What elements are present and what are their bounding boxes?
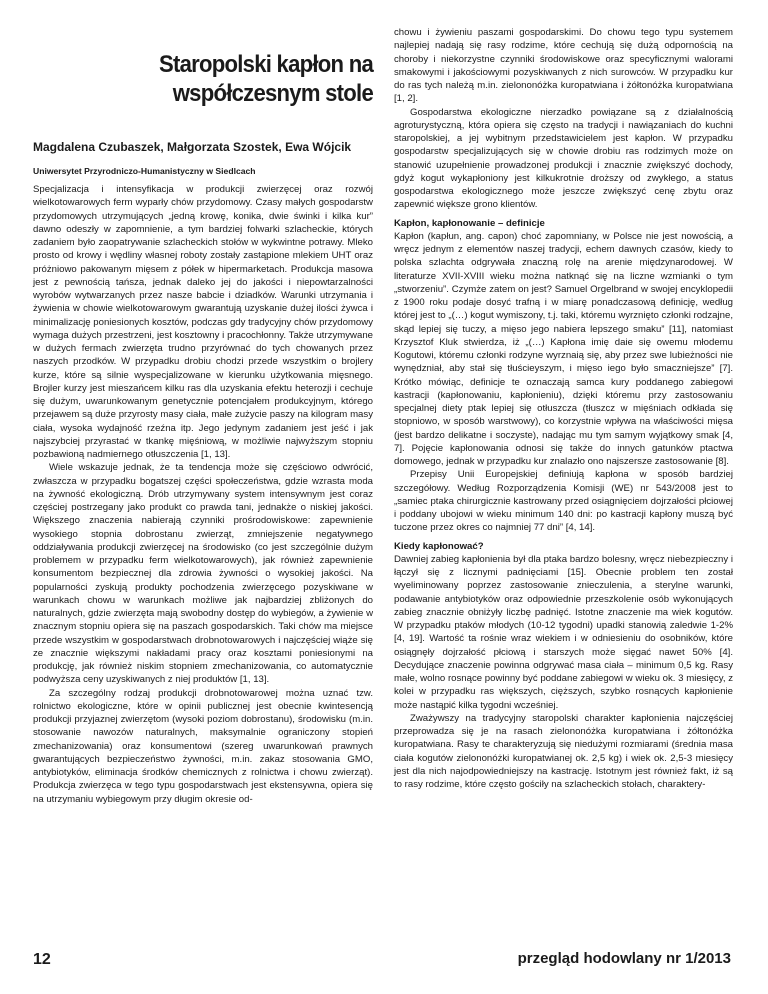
section-heading: Kapłon, kapłonowanie – definicje <box>394 217 545 229</box>
article-title <box>115 50 373 108</box>
authors: Magdalena Czubaszek, Małgorzata Szostek, Ewa Wójcik <box>33 140 352 154</box>
paragraph: Dawniej zabieg kapłonienia był dla ptaka bardzo bolesny, wręcz niebezpieczny i łączył się z licznymi padnięciami [15]. Obecnie problem ten został wyeliminowany poprzez zastosowanie znieczulenia, a sterylne warunki, podawanie antybiotyków oraz odpowiednie przeszkolenie osób wykonujących zabieg znacznie obniżyły liczbę padnięć. Istotne znaczenie ma wiek kogutów. W przypadku ptaków młodych (10-12 tygodni) upadki stanowią zaledwie 1-2% [4, 19]. Wartość ta rośnie wraz wiekiem i w odniesieniu do osobników, które osiągnęły dojrzałość płciową i starszych może sięgać nawet 50% [4]. Decydujące znaczenie powinna odgrywać masa ciała – minimum 0,5 kg. Rasy małe, wolno rosnące powinny być poddane zabiegowi w wieku ok. 3 miesięcy, z kolei w przypadku ras większych, cięższych, szybko rosnących kapłonienie może nastąpić kilka tygodni wcześniej. <box>394 553 733 711</box>
paragraph: Za szczególny rodzaj produkcji drobnotowarowej można uznać tzw. rolnictwo ekologiczne, które w opinii publicznej jest obecnie kwintesencją produkcji przyjaznej zwierzętom (wysoki poziom dobrostanu), środowisku (m.in. stosowanie nawozów naturalnych, maksymalnie ograniczony stopień zmechanizowania) oraz konsumentowi (szereg uwarunkowań prawnych gwarantujących bezpieczeństwo żywności, m.in. zakaz stosowania GMO, antybiotyków, eliminacja środków chemicznych z rolnictwa i chowu zwierząt). Produkcja zwierzęca w tego typu gospodarstwach jest ekstensywna, opiera się na utrzymaniu wybiegowym przy długim okresie od- <box>33 687 373 805</box>
paragraph: Wiele wskazuje jednak, że ta tendencja może się częściowo odwrócić, zwłaszcza w przypadku bogatszej części społeczeństwa, gdzie wzrasta moda na żywność ekologiczną. Drób utrzymywany system intensywnym jest coraz częściej postrzegany jako produkt co prawda tani, jednakże o niskiej jakości. Większego znaczenia nabierają czynniki prośrodowiskowe: zapewnienie wysokiego stopnia dobrostanu zwierząt, zmniejszenie negatywnego oddziaływania produkcji zwierzęcej na środowisko (co jest szczególnie dużym problemem w przypadku ferm wielkotowarowych), jak również zapewnienie konsumentom bezpiecznej dla zdrowia żywności o wysokiej jakości. Na popularności zyskują produkty pochodzenia zwierzęcego pozyskiwane w warunkach chowu w warunkach możliwe jak najbardziej zbliżonych do naturalnych, gdzie zwierzęta mają swobodny dostęp do wybiegów, a żywienie w znacznym stopniu opiera się na paszach gospodarskich. Taki chów ma miejsce przede wszystkim w gospodarstwach drobnotowarowych i najczęściej wiąże się ze znacznie większymi nakładami pracy oraz kosztami poniesionymi na produkcję, jak również niskim stopniem zmechanizowania, co automatycznie podwyższa ceny uzyskiwanych z niej produktów [1, 13]. <box>33 462 373 686</box>
paragraph: Kapłon (kapłun, ang. capon) choć zapomniany, w Polsce nie jest nowością, a wręcz jednym z elementów naszej tradycji, echem dawnych czasów, kiedy to polska szlachta odgrywała znaczną rolę na arenie międzynarodowej. W literaturze XVII-XVIII wieku można natknąć się na liczne wzmianki o tym „stworzeniu”. Czymże zatem on jest? Samuel Orgelbrand w swojej encyklopedii z 1900 roku podaje dosyć trafną i w miarę ponadczasową definicję, według której jest to „(…) kogut wymiszony, t.j. taki, któremu wyrznięto członki rodzajne, skąd lepiej się tuczy, a mięso jego nabiera lepszego smaku” [11], natomiast Krzysztof Kluk stwierdza, iż „(…) Kapłona imię daie się owemu młodemu Kogutowi, któremu członki rodzyne wyrznaią się, aby przez swe lubieżności nie wynędzniał, aby stał się tłuścieyszym, i mięso iego było smaczniejsze” [7]. Krótko mówiąc, definicje te oznaczają samca kury poddanego zabiegowi kastracji (kapłonowaniu, kapłonieniu), dzięki któremu przy zastosowaniu specjalnej diety ptak lepiej się otłuszcza (tłuszcz w mięśniach odkłada się stopniowo, w sposób warstwowy), co korzystnie wpływa na właściwości mięsa (jest bardzo delikatne i soczyste), nadając mu tym samym wyjątkowy smak [4, 7]. Pojęcie kapłonowania odnosi się także do innych gatunków ptactwa domowego, jednak w przypadku kur znalazło ono najszersze zastosowanie [8]. <box>394 230 733 467</box>
affiliation: Uniwersytet Przyrodniczo-Humanistyczny w Siedlcach <box>33 166 256 176</box>
section-heading: Kiedy kapłonować? <box>394 540 484 552</box>
journal-footer: przegląd hodowlany nr 1/2013 <box>517 950 731 967</box>
title-line-1: Staropolski kapłon na <box>159 51 373 78</box>
paragraph: Zważywszy na tradycyjny staropolski charakter kapłonienia najczęściej przeprowadza się je na rasach zielononóżka kuropatwiana i żółtonóżka kuropatwiana. Rasy te charakteryzują się niedużymi rozmiarami (średnia masa ciała kogutów zielononóżki kuropatwianej ok. 2,5 kg) i wiek ok. 2,5-3 miesięcy jest dla nich najodpowiedniejszy na kastrację. Istotnym jest również fakt, iż są to rasy rodzime, które często gościły na szlacheckich stołach, charaktery- <box>394 712 733 790</box>
paragraph: Gospodarstwa ekologiczne nierzadko powiązane są z działalnością agroturystyczną, która opiera się często na tradycji i nawiązaniach do kuchni staropolskiej, a jej wybitnym przedstawicielem jest kapłon. W przypadku gospodarstw specjalizujących się w chowie drobiu ras rodzimych może on stanowić uzupełnienie prowadzonej produkcji i znacznie zwiększyć dochody, gdyż kogut wykapłoniony jest kilkukrotnie droższy od zwykłego, a status gospodarstwa ekologicznego może jeszcze zwiększyć cenę zbytu oraz zapewnić większe grono klientów. <box>394 106 733 211</box>
paragraph: Specjalizacja i intensyfikacja w produkcji zwierzęcej oraz rozwój wielkotowarowych ferm wyparły chów przydomowy. Czasy małych gospodarstw przydomowych utrzymujących „jedną krowę, konika, dwie świnki i kilka kur” dawno odeszły w zapomnienie, a tym bardziej folwarki szlacheckie, których zadaniem było zaopatrywanie szlacheckich stołów w wykwintne potrawy. Mleko prosto od krowy i wędliny własnej roboty zostały zastąpione mlekiem UHT oraz próżniowo pakowanym mięsem z półek w hipermarketach. Produkcja masowa jest z pewnością tańsza, jednak daleko jej do jakości i niepowtarzalności wyrobów wytwarzanych przez nasze babcie i dziadków. Warunki utrzymania i żywienia w chowie wielkotowarowym gwarantują uzyskanie dużej ilości żywca i minimalizację poniesionych kosztów, podczas gdy tradycyjny chów przydomowy wymaga dużych przestrzeni, jest kosztowny i pracochłonny. Także utrzymywane w dużych fermach zwierzęta trudno przyrównać do tych chowanych przez naszych przodków. W przypadku drobiu chodzi przede wszystkim o brojlery kurze, które są silnie wyspecjalizowane w kierunku użytkowania mięsnego. Brojler kurzy jest mieszańcem kilku ras dla uzyskania efektu heterozji i cechuje się dużym, uwarunkowanym genetycznie potencjałem produkcyjnym, którego przejawem są duże przyrosty masy ciała, małe zużycie paszy na kilogram masy ciała, wysoka wydajność rzeźna itp. Jego jedynym zadaniem jest jeść i jak najszybciej przyrastać w tkankę mięśniową, w możliwie najwyższym stopniu pozbawioną nadmiernego otłuszczenia [1, 13]. <box>33 184 373 460</box>
paragraph: chowu i żywieniu paszami gospodarskimi. Do chowu tego typu systemem najlepiej nadają się rasy rodzime, które cechują się dużą odpornością na choroby i niekorzystne czynniki środowiskowe oraz specyficznymi walorami smakowymi i jakościowymi pozyskiwanych z nich surowców. W przypadku kur do ras tych należą m.in. zielononóżka kuropatwiana i żółtonóżka kuropatwiana [1, 2]. <box>394 27 733 105</box>
right-body <box>394 26 733 791</box>
paragraph: Przepisy Unii Europejskiej definiują kapłona w sposób bardziej szczegółowy. Według Rozporządzenia Komisji (WE) nr 543/2008 jest to „samiec ptaka chirurgicznie kastrowany przed osiągnięciem dojrzałości płciowej i poddany ubojowi w wieku minimum 140 dni: po kastracji kapłony muszą być tuczone przez okres co najmniej 77 dni” [4, 14]. <box>394 469 733 534</box>
title-line-2: współczesnym stole <box>172 80 373 107</box>
page-number: 12 <box>33 951 51 968</box>
left-body <box>33 183 373 806</box>
